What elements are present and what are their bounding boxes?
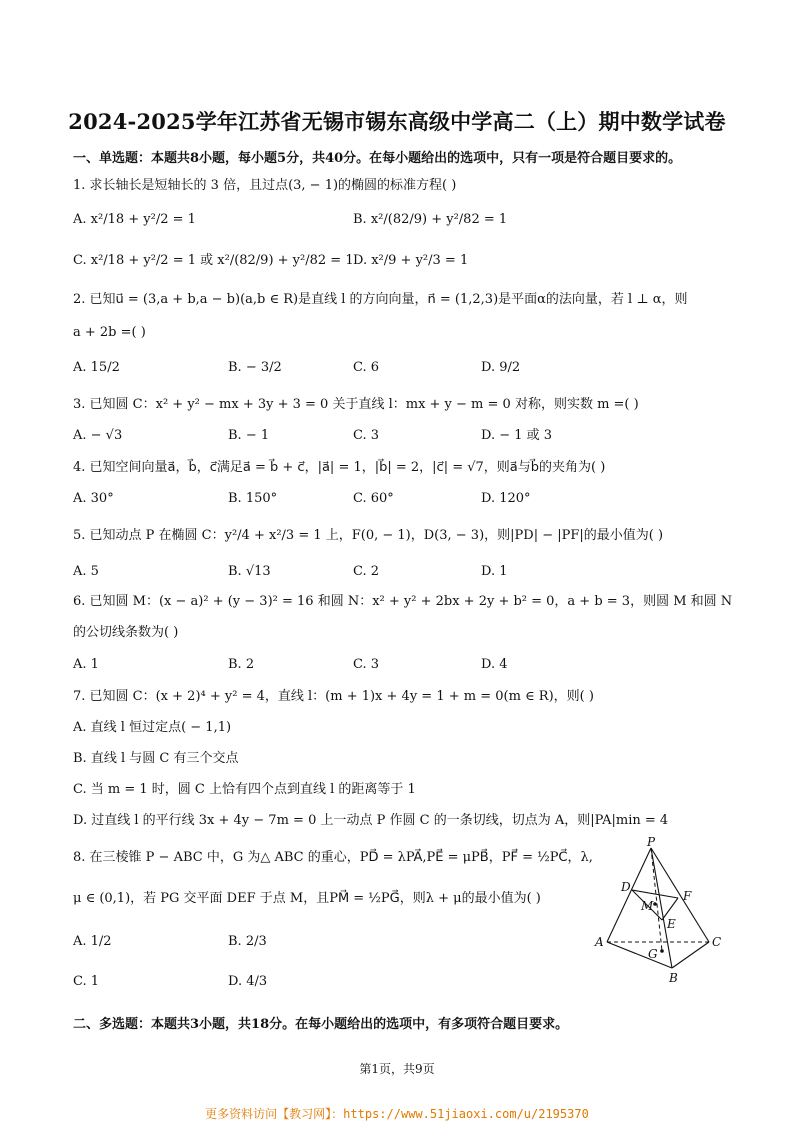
tetrahedron-figure xyxy=(585,836,735,986)
q1-option-c: C. x²/18 + y²/2 = 1 或 x²/(82/9) + y²/82 = 1 xyxy=(73,253,354,268)
q3-option-d: D. − 1 或 3 xyxy=(481,428,553,443)
q5-option-a: A. 5 xyxy=(73,564,99,579)
q3-option-b: B. − 1 xyxy=(228,428,270,443)
q7-stem: 7. 已知圆 C：(x + 2)⁴ + y² = 4，直线 l：(m + 1)x + 4y = 1 + m = 0(m ∈ R)，则( ) xyxy=(73,689,594,704)
q2-option-c: C. 6 xyxy=(353,360,380,375)
edge-bc xyxy=(672,942,709,968)
edge-pa xyxy=(607,848,651,942)
q3-option-c: C. 3 xyxy=(353,428,380,443)
q7-option-d: D. 过直线 l 的平行线 3x + 4y − 7m = 0 上一动点 P 作圆 C 的一条切线，切点为 A，则|PA|min = 4 xyxy=(73,813,669,828)
q8-option-c: C. 1 xyxy=(73,974,100,989)
label-g: G xyxy=(648,947,658,961)
point-m xyxy=(653,902,657,906)
q1-option-d: D. x²/9 + y²/3 = 1 xyxy=(353,253,469,268)
label-d: D xyxy=(621,880,631,894)
q6-option-b: B. 2 xyxy=(228,657,255,672)
q6-option-a: A. 1 xyxy=(73,657,99,672)
source-link[interactable]: 更多资料访问【教习网】：https://www.51jiaoxi.com/u/2195370 xyxy=(205,1107,589,1121)
q7-option-c: C. 当 m = 1 时，圆 C 上恰有四个点到直线 l 的距离等于 1 xyxy=(73,782,416,797)
q2-option-a: A. 15/2 xyxy=(73,360,120,375)
q4-option-b: B. 150° xyxy=(228,491,278,506)
q1-option-a: A. x²/18 + y²/2 = 1 xyxy=(73,212,196,227)
q7-option-b: B. 直线 l 与圆 C 有三个交点 xyxy=(73,751,239,766)
section-multi-choice: 二、多选题：本题共3小题，共18分。在每小题给出的选项中，有多项符合题目要求。 xyxy=(73,1017,569,1032)
q4-stem: 4. 已知空间向量a⃗，b⃗，c⃗满足a⃗ = b⃗ + c⃗，|a⃗| = 1，|b⃗| = 2，|c⃗| = √7，则a⃗与b⃗的夹角为( ) xyxy=(73,460,606,475)
q2-option-b: B. − 3/2 xyxy=(228,360,282,375)
q3-option-a: A. − √3 xyxy=(73,428,123,443)
label-f: F xyxy=(683,889,692,903)
section-single-choice: 一、单选题：本题共8小题，每小题5分，共40分。在每小题给出的选项中，只有一项是符合题目要求的。 xyxy=(73,151,682,166)
label-a: A xyxy=(595,935,604,949)
q6-stem-line2: 的公切线条数为( ) xyxy=(73,625,179,640)
label-m: M xyxy=(641,899,654,913)
q6-stem-line1: 6. 已知圆 M：(x − a)² + (y − 3)² = 16 和圆 N：x² + y² + 2bx + 2y + b² = 0，a + b = 3，则圆 M 和圆 N xyxy=(73,594,733,609)
q5-option-b: B. √13 xyxy=(228,564,271,579)
q6-option-d: D. 4 xyxy=(481,657,508,672)
point-g xyxy=(660,949,664,953)
edge-ab xyxy=(607,942,672,968)
label-p: P xyxy=(647,836,656,849)
q6-option-c: C. 3 xyxy=(353,657,380,672)
q8-option-b: B. 2/3 xyxy=(228,934,267,949)
q4-option-d: D. 120° xyxy=(481,491,531,506)
q2-stem-line2: a + 2b =( ) xyxy=(73,325,146,340)
label-c: C xyxy=(712,935,722,949)
q1-stem: 1. 求长轴长是短轴长的 3 倍，且过点(3, − 1)的椭圆的标准方程( ) xyxy=(73,178,457,193)
page-title: 2024-2025学年江苏省无锡市锡东高级中学高二（上）期中数学试卷 xyxy=(68,109,726,134)
q8-stem-line1: 8. 在三棱锥 P − ABC 中，G 为△ ABC 的重心，PD⃗ = λPA⃗,PE⃗ = μPB⃗，PF⃗ = ½PC⃗，λ, xyxy=(73,850,593,865)
q3-stem: 3. 已知圆 C：x² + y² − mx + 3y + 3 = 0 关于直线 l：mx + y − m = 0 对称，则实数 m =( ) xyxy=(73,397,639,412)
q7-option-a: A. 直线 l 恒过定点( − 1,1) xyxy=(73,720,232,735)
q4-option-c: C. 60° xyxy=(353,491,394,506)
label-b: B xyxy=(669,971,678,985)
q5-option-c: C. 2 xyxy=(353,564,380,579)
q2-stem-line1: 2. 已知u⃗ = (3,a + b,a − b)(a,b ∈ R)是直线 l 的方向向量，n⃗ = (1,2,3)是平面α的法向量，若 l ⊥ α，则 xyxy=(73,292,688,307)
q8-option-a: A. 1/2 xyxy=(73,934,112,949)
page-number: 第1页，共9页 xyxy=(359,1062,435,1076)
q1-option-b: B. x²/(82/9) + y²/82 = 1 xyxy=(353,212,508,227)
label-e: E xyxy=(667,917,676,931)
q8-option-d: D. 4/3 xyxy=(228,974,268,989)
q5-stem: 5. 已知动点 P 在椭圆 C：y²/4 + x²/3 = 1 上，F(0, − 1)，D(3, − 3)，则|PD| − |PF|的最小值为( ) xyxy=(73,528,664,543)
q4-option-a: A. 30° xyxy=(73,491,114,506)
q8-stem-line2: μ ∈ (0,1)，若 PG 交平面 DEF 于点 M，且PM⃗ = ½PG⃗，则λ + μ的最小值为( ) xyxy=(73,891,541,906)
q5-option-d: D. 1 xyxy=(481,564,508,579)
q2-option-d: D. 9/2 xyxy=(481,360,521,375)
